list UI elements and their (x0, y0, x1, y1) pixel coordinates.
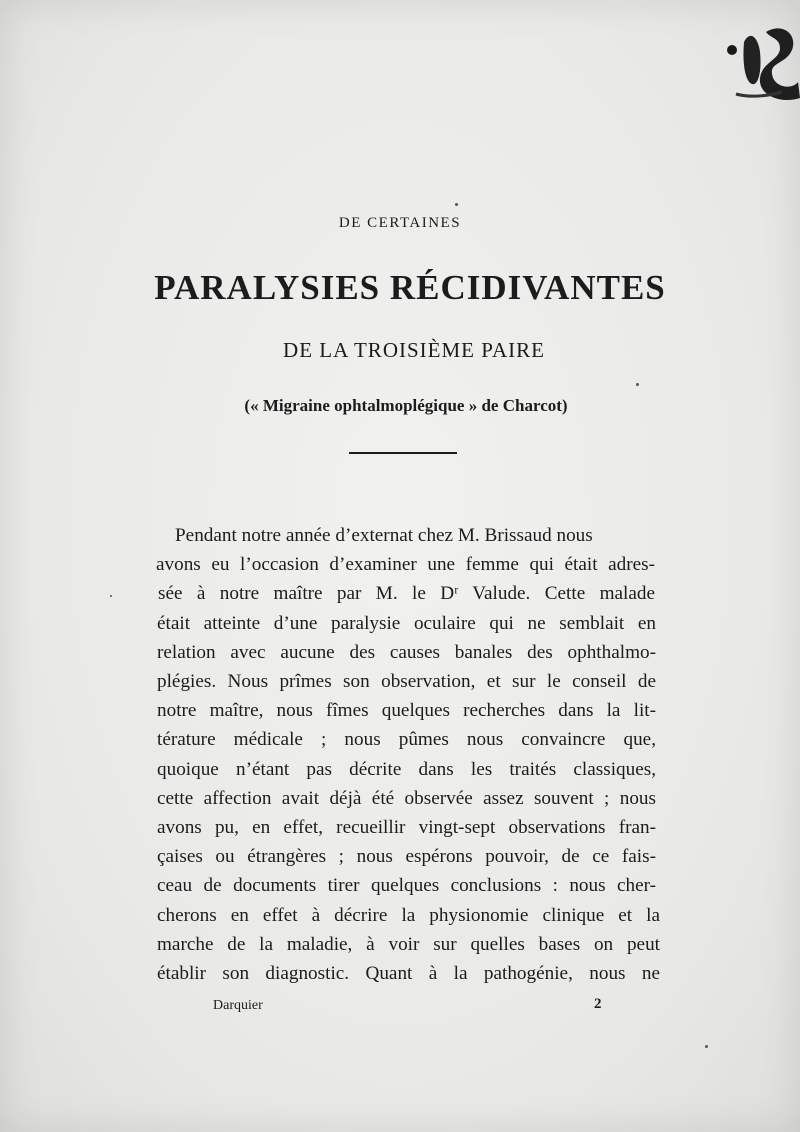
text-line: quoique n’étant pas décrite dans les traités classiques, (157, 759, 656, 780)
text-line: Pendant notre année d’externat chez M. Brissaud nous (175, 525, 593, 546)
text-line: çaises ou étrangères ; nous espérons pouvoir, de ce fais- (157, 846, 656, 867)
paper-speck (705, 1045, 708, 1048)
text-line: sée à notre maître par M. le Dʳ Valude. Cette malade (158, 583, 655, 604)
sub-title: DE LA TROISIÈME PAIRE (283, 338, 545, 362)
paper-speck (455, 203, 458, 206)
text-line: notre maître, nous fîmes quelques recherches dans la lit- (157, 700, 656, 721)
text-line: marche de la maladie, à voir sur quelles bases on peut (157, 934, 660, 955)
ink-stamp-mark (722, 12, 800, 102)
text-line: térature médicale ; nous pûmes nous convaincre que, (157, 729, 656, 750)
text-line: établir son diagnostic. Quant à la pathogénie, nous ne (157, 963, 660, 984)
paper-speck (110, 595, 112, 597)
text-line: avons eu l’occasion d’examiner une femme qui était adres- (156, 554, 655, 575)
text-line: était atteinte d’une paralysie oculaire qui ne semblait en (157, 613, 656, 634)
main-title: PARALYSIES RÉCIDIVANTES (154, 268, 666, 307)
text-line: relation avec aucune des causes banales des ophthalmo- (157, 642, 656, 663)
footer-signature: 2 (594, 996, 602, 1012)
footer-author: Darquier (213, 998, 263, 1013)
paper-speck (636, 383, 639, 386)
text-line: cette affection avait déjà été observée assez souvent ; nous (157, 788, 656, 809)
text-line: cherons en effet à décrire la physionomie clinique et la (157, 905, 660, 926)
text-line: avons pu, en effet, recueillir vingt-sept observations fran- (157, 817, 656, 838)
text-line: ceau de documents tirer quelques conclusions : nous cher- (157, 875, 656, 896)
section-rule (349, 452, 457, 454)
pre-title: DE CERTAINES (338, 215, 462, 231)
title-caption: (« Migraine ophtalmoplégique » de Charcot) (244, 396, 568, 415)
text-line: plégies. Nous prîmes son observation, et sur le conseil de (157, 671, 656, 692)
